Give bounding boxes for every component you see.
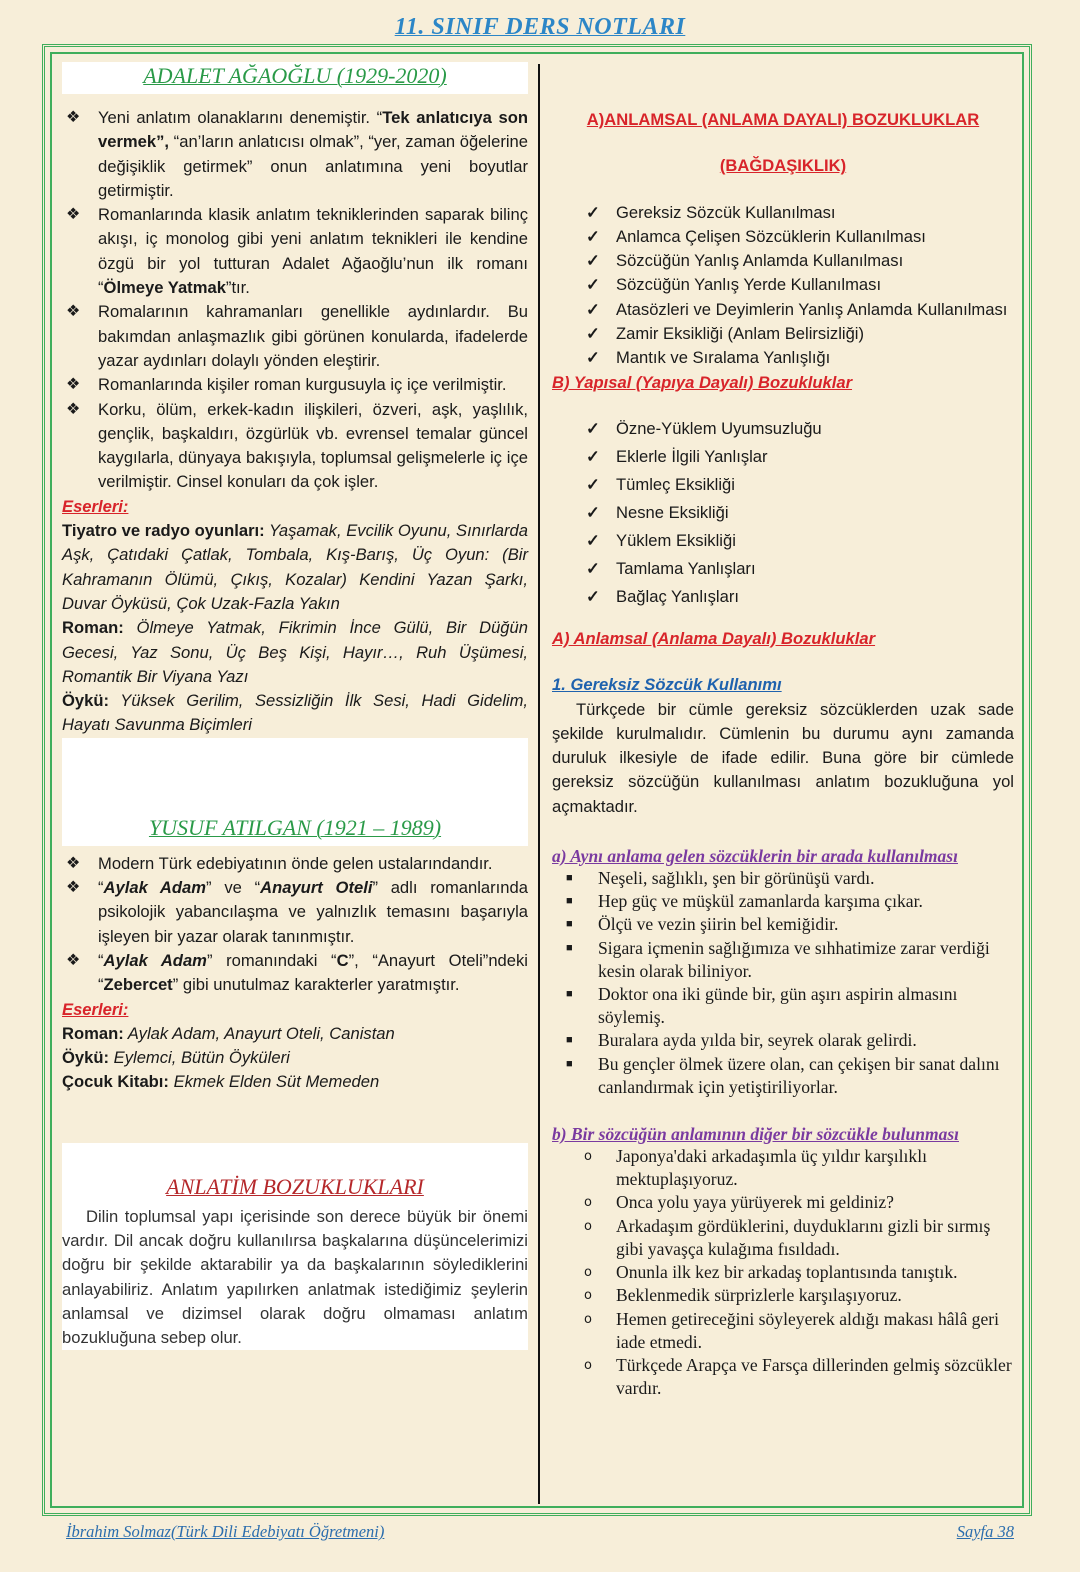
adalet-title: ADALET AĞAOĞLU (1929-2020) — [62, 62, 528, 94]
bullet-emphasis: Ölmeye Yatmak — [103, 278, 226, 298]
list-item-text: Sözcüğün Yanlış Anlamda Kullanılması — [616, 251, 904, 271]
yusuf-works-heading: Eserleri: — [62, 999, 129, 1019]
anlatim-section — [62, 1143, 528, 1351]
anlamsal-item — [552, 322, 1014, 346]
square-bullet-icon: ■ — [566, 1057, 573, 1070]
square-bullet-icon: ■ — [566, 918, 573, 931]
list-item-text: Onunla ilk kez bir arkadaş toplantısında tanıştık. — [616, 1262, 958, 1283]
adalet-bullet-item — [62, 373, 528, 397]
anlatim-text: Dilin toplumsal yapı içerisinde son derece büyük bir önemi vardır. Dil ancak doğru kullanılırsa başkalarına düşüncelerimizi doğru bir şekilde aktarabilir ya da başkalarının söylediklerini anlayabiliriz. Anlatım yapılırken anlatmak istediğimiz şeylerin anlamsal ve dizimsel olarak doğru olmaması anlatım bozukluğuna sebep olur. — [62, 1206, 528, 1348]
example-sentence — [552, 1308, 1014, 1354]
bullet-text: ” ve “ — [206, 878, 261, 898]
checkmark-icon: ✓ — [586, 275, 600, 295]
bullet-text: Romanlarında klasik anlatım tekniklerinden saparak bilinç akışı, iç monolog gibi yeni anlatım teknikleri ile kendine özgü bir yol tutturan Adalet Ağaoğlu’nun ilk romanı “ — [98, 205, 528, 298]
gereksiz-sozcuk-text: Türkçede bir cümle gereksiz sözcüklerden uzak sade şekilde kurulmalıdır. Cümlenin bu durumu aynı zamanda duruluk ilkesiyle de ifade edilir. Buna göre bir cümlede gereksiz sözcüğün kullanılması anlatım bozukluğuna yol açmaktadır. — [552, 699, 1014, 816]
works-titles: Ekmek Elden Süt Memeden — [168, 1072, 380, 1092]
checkmark-icon: ✓ — [586, 474, 600, 494]
heading-anlamsal-2: A) Anlamsal (Anlama Dayalı) Bozukluklar — [552, 628, 876, 648]
circle-bullet-icon: o — [584, 1218, 592, 1234]
square-bullet-icon: ■ — [566, 941, 573, 954]
list-item-text: Japonya'daki arkadaşımla üç yıldır karşılıklı mektuplaşıyoruz. — [616, 1146, 927, 1190]
footer-author: İbrahim Solmaz(Türk Dili Edebiyatı Öğretmeni) — [66, 1522, 385, 1541]
yapisal-item — [552, 583, 1014, 611]
column-divider — [538, 64, 540, 1504]
yapisal-item — [552, 415, 1014, 443]
yapisal-item — [552, 471, 1014, 499]
yapisal-item — [552, 443, 1014, 471]
example-sentence — [552, 867, 1014, 890]
example-sentence — [552, 1215, 1014, 1261]
checkmark-icon: ✓ — [586, 418, 600, 438]
example-sentence — [552, 1029, 1014, 1052]
checkmark-icon: ✓ — [586, 558, 600, 578]
diamond-bullet-icon: ❖ — [66, 951, 81, 969]
works-titles: Yüksek Gerilim, Sessizliğin İlk Sesi, Hadi Gidelim, Hayatı Savunma Biçimleri — [62, 691, 528, 735]
list-item-text: Sigara içmenin sağlığımıza ve sıhhatimize zarar verdiği kesin olarak biliniyor. — [598, 937, 990, 981]
anlamsal-item — [552, 273, 1014, 297]
heading-bagdasiklik: (BAĞDAŞIKLIK) — [719, 156, 847, 176]
list-item-text: Tamlama Yanlışları — [616, 558, 756, 578]
works-entry — [62, 616, 528, 689]
bullet-emphasis: Anayurt Oteli — [260, 878, 373, 898]
checkmark-icon: ✓ — [586, 202, 600, 222]
list-item-text: Neşeli, sağlıklı, şen bir görünüşü vardı. — [598, 868, 875, 889]
bullet-emphasis: Aylak Adam — [103, 878, 207, 898]
works-label: Roman: — [62, 1023, 124, 1043]
checkmark-icon: ✓ — [586, 299, 600, 319]
right-column — [552, 104, 1014, 1400]
anlamsal-item — [552, 249, 1014, 273]
yapisal-item — [552, 527, 1014, 555]
list-item-text: Eklerle İlgili Yanlışlar — [616, 446, 768, 466]
page-header-title: 11. SINIF DERS NOTLARI — [394, 14, 686, 40]
works-label: Öykü: — [62, 1048, 110, 1068]
bir-sozcugun-anlami-examples — [552, 1145, 1014, 1400]
diamond-bullet-icon: ❖ — [66, 206, 81, 224]
square-bullet-icon: ■ — [566, 872, 573, 885]
yapisal-item — [552, 499, 1014, 527]
checkmark-icon: ✓ — [586, 530, 600, 550]
adalet-bullet-item — [62, 398, 528, 495]
yusuf-title: YUSUF ATILGAN (1921 – 1989) — [62, 814, 528, 846]
example-sentence — [552, 983, 1014, 1029]
works-titles: Yaşamak, Evcilik Oyunu, Sınırlarda Aşk, Çatıdaki Çatlak, Tombala, Kış-Barış, Üç Oyun: (Bir Kahramanın Ölümü, Çıkış, Kozalar) Kendini Yazan Şarkı, Duvar Öyküsü, Çok Uzak-Fazla Yakın — [62, 521, 528, 613]
adalet-works — [62, 519, 528, 738]
anlamsal-item — [552, 346, 1014, 370]
list-item-text: Bağlaç Yanlışları — [616, 586, 739, 606]
list-item-text: Beklenmedik sürprizlerle karşılaşıyoruz. — [616, 1285, 902, 1306]
list-item-text: Mantık ve Sıralama Yanlışlığı — [616, 348, 831, 368]
anlamsal-item — [552, 298, 1014, 322]
adalet-bullet-item — [62, 106, 528, 203]
bullet-emphasis: Aylak Adam — [103, 950, 207, 970]
blank-space — [62, 738, 528, 814]
bullet-text: “an’ların anlatıcısı olmak”, “yer, zaman öğelerine değişiklik getirmek” onun anlatımına yeni boyutlar getirmiştir. — [98, 132, 528, 200]
bullet-text: Korku, ölüm, erkek-kadın ilişkileri, özveri, aşk, yaşlılık, gençlik, başkaldırı, özgürlük vb. evrensel temalar güncel kaygılarla, dünyaya bakışıyla, toplumsal gelişmelerle iç içe verilmiştir. Cinsel konuları da çok işler. — [98, 399, 528, 492]
bullet-text: Modern Türk edebiyatının önde gelen ustalarındandır. — [98, 853, 493, 873]
list-item-text: Arkadaşım gördüklerini, duyduklarını gizli bir sırmış gibi yavaşça kulağıma fısıldadı. — [616, 1215, 991, 1259]
bullet-text: “ — [98, 950, 104, 970]
adalet-works-heading: Eserleri: — [62, 496, 129, 516]
works-entry — [62, 1070, 528, 1094]
example-sentence — [552, 1053, 1014, 1099]
list-item-text: Yüklem Eksikliği — [616, 530, 736, 550]
list-item-text: Zamir Eksikliği (Anlam Belirsizliği) — [616, 324, 865, 344]
anlamsal-item — [552, 225, 1014, 249]
list-item-text: Onca yolu yaya yürüyerek mi geldiniz? — [616, 1192, 894, 1213]
list-item-text: Ölçü ve vezin şiirin bel kemiğidir. — [598, 914, 839, 935]
example-sentence — [552, 1191, 1014, 1214]
diamond-bullet-icon: ❖ — [66, 400, 81, 418]
works-titles: Ölmeye Yatmak, Fikrimin İnce Gülü, Bir Düğün Gecesi, Yaz Sonu, Üç Beş Kişi, Hayır…, Ruh Üşümesi, Romantik Bir Viyana Yazı — [62, 618, 528, 686]
left-column — [62, 62, 528, 1350]
bullet-text: Romalarının kahramanları genellikle aydınlardır. Bu bakımdan anlaşmazlık gibi görünen konularda, ifadelerde yazar aydınları dolaylı yönden eleştirir. — [98, 302, 528, 370]
list-item-text: Buralara ayda yılda bir, seyrek olarak gelirdi. — [598, 1030, 917, 1051]
works-entry — [62, 1022, 528, 1046]
square-bullet-icon: ■ — [566, 988, 573, 1001]
bullet-text: Romanlarında kişiler roman kurgusuyla iç içe verilmiştir. — [98, 375, 507, 395]
works-entry — [62, 689, 528, 738]
circle-bullet-icon: o — [584, 1288, 592, 1304]
diamond-bullet-icon: ❖ — [66, 376, 81, 394]
example-sentence — [552, 1145, 1014, 1191]
list-item-text: Tümleç Eksikliği — [616, 474, 735, 494]
yusuf-bullet-item — [62, 949, 528, 998]
list-item-text: Bu gençler ölmek üzere olan, can çekişen bir sanat dalını canlandırmak için yetiştiriliyorlar. — [598, 1053, 1000, 1097]
ayni-anlam-examples — [552, 867, 1014, 1099]
list-item-text: Hemen getireceğini söyleyerek aldığı makası hâlâ geri iade etmedi. — [616, 1308, 999, 1352]
list-item-text: Nesne Eksikliği — [616, 502, 729, 522]
list-item-text: Hep güç ve müşkül zamanlarda karşıma çıkar. — [598, 891, 923, 912]
diamond-bullet-icon: ❖ — [66, 879, 81, 897]
example-sentence — [552, 1284, 1014, 1307]
bullet-text: ”, “Anayurt Oteli”ndeki “ — [98, 950, 528, 995]
circle-bullet-icon: o — [584, 1149, 592, 1165]
diamond-bullet-icon: ❖ — [66, 109, 81, 126]
heading-anlamsal: A)ANLAMSAL (ANLAMA DAYALI) BOZUKLUKLAR — [586, 110, 980, 129]
bullet-emphasis: Tek anlatıcıya son vermek”, — [98, 108, 528, 152]
footer-page-number: Sayfa 38 — [956, 1522, 1014, 1541]
yapisal-list — [552, 415, 1014, 611]
checkmark-icon: ✓ — [586, 586, 600, 606]
works-titles: Eylemci, Bütün Öyküleri — [109, 1048, 290, 1068]
list-item-text: Türkçede Arapça ve Farsça dillerinden gelmiş sözcükler vardır. — [616, 1354, 1012, 1399]
list-item-text: Atasözleri ve Deyimlerin Yanlış Anlamda Kullanılması — [616, 299, 1008, 319]
circle-bullet-icon: o — [584, 1311, 592, 1327]
adalet-bullet-item — [62, 300, 528, 373]
list-item-text: Doktor ona iki günde bir, gün aşırı aspirin almasını söylemiş. — [598, 984, 958, 1028]
list-item-text: Sözcüğün Yanlış Yerde Kullanılması — [616, 275, 882, 295]
checkmark-icon: ✓ — [586, 502, 600, 522]
example-sentence — [552, 937, 1014, 983]
heading-bir-sozcugun-anlami: b) Bir sözcüğün anlamının diğer bir sözcükle bulunması — [552, 1124, 959, 1145]
adalet-bullet-item — [62, 203, 528, 300]
checkmark-icon: ✓ — [586, 446, 600, 466]
adalet-bullet-list — [62, 106, 528, 495]
bullet-emphasis: Zebercet — [103, 975, 173, 995]
bullet-text: ” adlı romanlarında psikolojik yabancılaşma ve yalnızlık temasını başarıyla işleyen bir yazar olarak tanınmıştır. — [98, 878, 528, 946]
checkmark-icon: ✓ — [586, 226, 600, 246]
list-item-text: Anlamca Çelişen Sözcüklerin Kullanılması — [616, 226, 926, 246]
checkmark-icon: ✓ — [586, 324, 600, 344]
circle-bullet-icon: o — [584, 1265, 592, 1281]
diamond-bullet-icon: ❖ — [66, 854, 81, 872]
yapisal-item — [552, 555, 1014, 583]
works-label: Çocuk Kitabı: — [62, 1072, 169, 1092]
example-sentence — [552, 1261, 1014, 1284]
bullet-emphasis: C — [336, 950, 349, 970]
works-label: Öykü: — [62, 691, 110, 711]
circle-bullet-icon: o — [584, 1195, 592, 1211]
bullet-text: Yeni anlatım olanaklarını denemiştir. “ — [98, 108, 383, 127]
works-titles: Aylak Adam, Anayurt Oteli, Canistan — [123, 1023, 395, 1043]
square-bullet-icon: ■ — [566, 895, 573, 908]
circle-bullet-icon: o — [584, 1357, 592, 1373]
example-sentence — [552, 1354, 1014, 1400]
example-sentence — [552, 913, 1014, 936]
yusuf-bullet-item — [62, 876, 528, 949]
square-bullet-icon: ■ — [566, 1034, 573, 1047]
works-label: Tiyatro ve radyo oyunları: — [62, 521, 265, 541]
heading-yapisal: B) Yapısal (Yapıya Dayalı) Bozukluklar — [552, 372, 853, 392]
bullet-text: ” gibi unutulmaz karakterler yaratmıştır. — [172, 975, 460, 995]
anlamsal-list — [552, 201, 1014, 371]
works-entry — [62, 519, 528, 616]
anlamsal-item — [552, 201, 1014, 225]
heading-ayni-anlam: a) Aynı anlama gelen sözcüklerin bir arada kullanılması — [552, 846, 958, 867]
yusuf-works — [62, 1022, 528, 1095]
yusuf-bullet-item — [62, 852, 528, 876]
list-item-text: Özne-Yüklem Uyumsuzluğu — [616, 418, 822, 438]
diamond-bullet-icon: ❖ — [66, 303, 81, 321]
bullet-text: “ — [98, 878, 104, 898]
bullet-text: ”tır. — [225, 278, 250, 298]
works-entry — [62, 1046, 528, 1070]
works-label: Roman: — [62, 618, 124, 638]
heading-gereksiz-sozcuk: 1. Gereksiz Sözcük Kullanımı — [552, 675, 782, 695]
example-sentence — [552, 890, 1014, 913]
bullet-text: ” romanındaki “ — [206, 950, 337, 970]
checkmark-icon: ✓ — [586, 251, 600, 271]
list-item-text: Gereksiz Sözcük Kullanılması — [616, 202, 836, 222]
anlatim-title: ANLATİM BOZUKLUKLARI — [166, 1173, 424, 1199]
yusuf-bullet-list — [62, 852, 528, 998]
checkmark-icon: ✓ — [586, 348, 600, 368]
